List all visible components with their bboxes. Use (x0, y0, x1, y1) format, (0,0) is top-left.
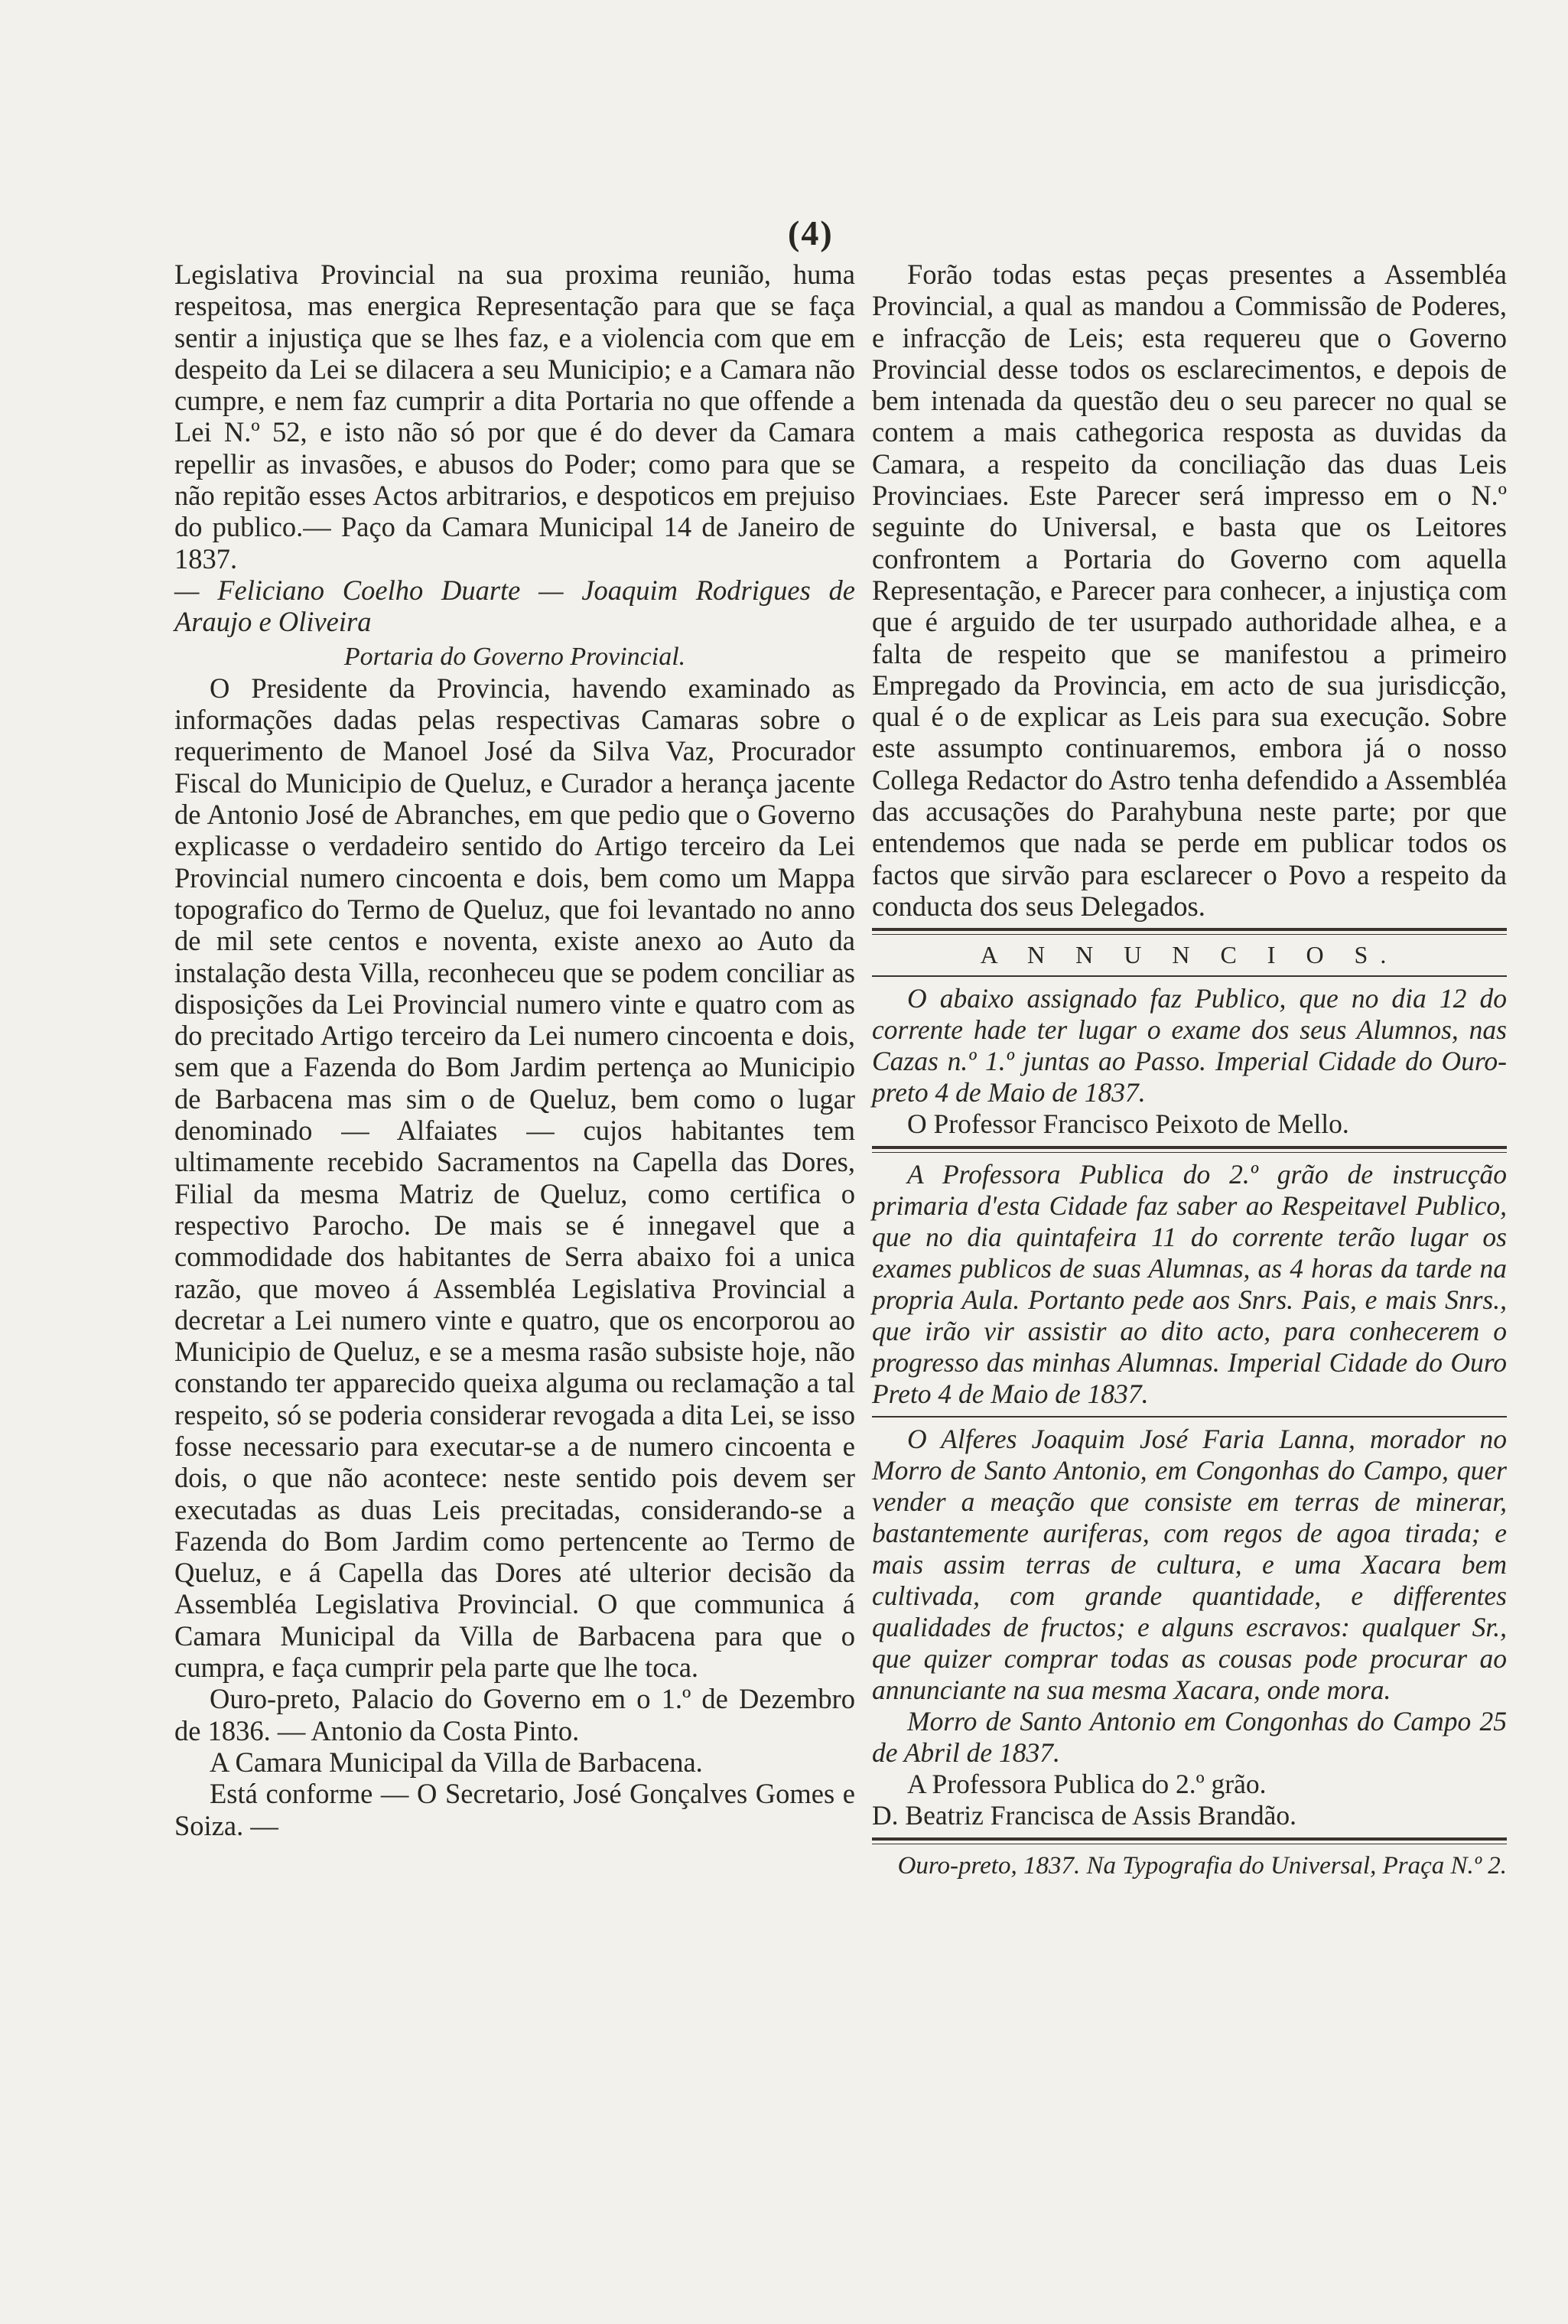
portaria-heading: Portaria do Governo Provincial. (343, 642, 686, 671)
commentary-paragraph: Forão todas estas peças presentes a Assembléa Provincial, a qual as mandou a Commissão de Poderes, e infracção de Leis; esta requereu que o Governo Provincial desse todos os esclarecimentos, e depois de bem intenada da questão deu o seu parecer no qual se contem a mais cathegorica resposta as duvidas da Camara, a respeito da conciliação das duas Leis Provinciaes. Este Parecer será impresso em o N.º seguinte do Universal, e basta que os Leitores confrontem a Portaria do Governo com aquella Representação, e Parecer para conhecer, a injustiça com que é arguido de ter usurpado authoridade alhea, e a falta de respeito que se manifestou a primeiro Empregado da Provincia, em acto de sua jurisdicção, qual é o de explicar as Leis para sua execução. Sobre este assumpto continuaremos, embora já o nosso Collega Redactor do Astro tenha defendido a Assembléa das accusações do Parahybuna neste parte; por que entendemos que nada se perde em publicar todos os factos que sirvão para esclarecer o Povo a respeito da conducta dos seus Delegados. (872, 259, 1507, 922)
signature-line: — Feliciano Coelho Duarte — Joaquim Rodrigues de Araujo e Oliveira (174, 574, 855, 638)
representation-paragraph: Legislativa Provincial na sua proxima reunião, huma respeitosa, mas energica Representação para que se faça sentir a injustiça que se lhes faz, e a violencia com que em despeito da Lei se dilacera a seu Municipio; e a Camara não cumpre, e nem faz cumprir a dita Portaria no que offende a Lei N.º 52, e isto não só por que é do dever da Camara repellir as invasões, e abusos do Poder; como para que se não repitão esses Actos arbitrarios, e despoticos em prejuiso do publico.— Paço da Camara Municipal 14 de Janeiro de 1837. (174, 259, 855, 574)
announcement-signature: O Professor Francisco Peixoto de Mello. (907, 1108, 1349, 1140)
portaria-date-line: Ouro-preto, Palacio do Governo em o 1.º de Dezembro de 1836. — Antonio da Costa Pinto. (174, 1683, 855, 1746)
announcement-text: O abaixo assignado faz Publico, que no dia 12 do corrente hade ter lugar o exame dos seus Alumnos, nas Cazas n.º 1.º juntas ao Passo. Imperial Cidade do Ouro-preto 4 de Maio de 1837. (872, 983, 1507, 1108)
announcement-exam-boys (872, 983, 1507, 1140)
announcement-divider (872, 1416, 1507, 1418)
addressee-line: A Camara Municipal da Villa de Barbacena. (210, 1746, 703, 1778)
annuncios-heading: A N N U N C I O S. (980, 941, 1399, 969)
announcement-signature: A Professora Publica do 2.º grão. (907, 1769, 1267, 1800)
right-column (872, 259, 1507, 1881)
announcement-text: O Alferes Joaquim José Faria Lanna, morador no Morro de Santo Antonio, em Congonhas do Campo, quer vender a meação que consiste em terras de minerar, bastantemente auriferas, com regos de agoa tirada; e mais assim terras de cultura, e uma Xacara bem cultivada, com grande quantidade, e differentes qualidades de fructos; e alguns escravos: qualquer Sr., que quizer comprar todas as cousas pode procurar ao annunciante na sua mesma Xacara, onde mora. (872, 1424, 1507, 1706)
portaria-paragraph: O Presidente da Provincia, havendo examinado as informações dadas pelas respectivas Camaras sobre o requerimento de Manoel José da Silva Vaz, Procurador Fiscal do Municipio de Queluz, e Curador a herança jacente de Antonio José de Abranches, em que pedio que o Governo explicasse o verdadeiro sentido do Artigo terceiro da Lei Provincial numero cincoenta e dois, bem como um Mappa topografico do Termo de Queluz, que foi levantado no anno de mil sete centos e noventa, existe anexo ao Auto da instalação desta Villa, reconheceu que se podem conciliar as disposições da Lei Provincial numero vinte e quatro com as do precitado Artigo terceiro da Lei numero cincoenta e dois, sem que a Fazenda do Bom Jardim pertença ao Municipio de Barbacena mas sim o de Queluz, bem como o lugar denominado — Alfaiates — cujos habitantes tem ultimamente recebido Sacramentos na Capella das Dores, Filial da mesma Matriz de Queluz, como certifica o respectivo Parocho. De mais se é innegavel que a commodidade dos habitantes de Serra abaixo foi a unica razão, que moveo á Assembléa Legislativa Provincial a decretar a Lei numero vinte e quatro, que os encorporou ao Municipio de Queluz, e se a mesma rasão subsiste hoje, não constando ter apparecido queixa alguma ou reclamação a tal respeito, só se poderia considerar revogada a dita Lei, se isso fosse necessario para executar-se a de numero cincoenta e dois, o que não acontece: neste sentido pois devem ser executadas as duas Leis precitadas, considerando-se a Fazenda do Bom Jardim como pertencente ao Termo de Queluz, e á Capella das Dores até ulterior decisão da Assembléa Legislativa Provincial. O que communica á Camara Municipal da Villa de Barbacena para que o cumpra, e faça cumprir pela parte que lhe toca. (174, 672, 855, 1684)
announcement-divider (872, 1146, 1507, 1153)
announcement-exam-girls (872, 1159, 1507, 1410)
page-number: (4) (788, 213, 834, 252)
colophon-divider (872, 1837, 1507, 1844)
announcement-text: A Professora Publica do 2.º grão de instrucção primaria d'esta Cidade faz saber ao Respeitavel Publico, que no dia quintafeira 11 do corrente terão lugar os exames publicos de suas Alumnas, as 4 horas da tarde na propria Aula. Portanto pede aos Snrs. Pais, e mais Snrs., que irão vir assistir ao dito acto, para conhecerem o progresso das minhas Alumnas. Imperial Cidade do Ouro Preto 4 de Maio de 1837. (872, 1159, 1507, 1410)
section-divider (872, 928, 1507, 935)
announcement-land-sale (872, 1424, 1507, 1831)
heading-divider (872, 975, 1507, 977)
secretary-line: Está conforme — O Secretario, José Gonçalves Gomes e Soiza. — (174, 1778, 855, 1841)
announcement-signature-name: D. Beatriz Francisca de Assis Brandão. (872, 1800, 1297, 1831)
announcement-place-date: Morro de Santo Antonio em Congonhas do Campo 25 de Abril de 1837. (872, 1706, 1507, 1769)
colophon: Ouro-preto, 1837. Na Typografia do Universal, Praça N.º 2. (897, 1852, 1507, 1880)
left-column (174, 259, 855, 1841)
